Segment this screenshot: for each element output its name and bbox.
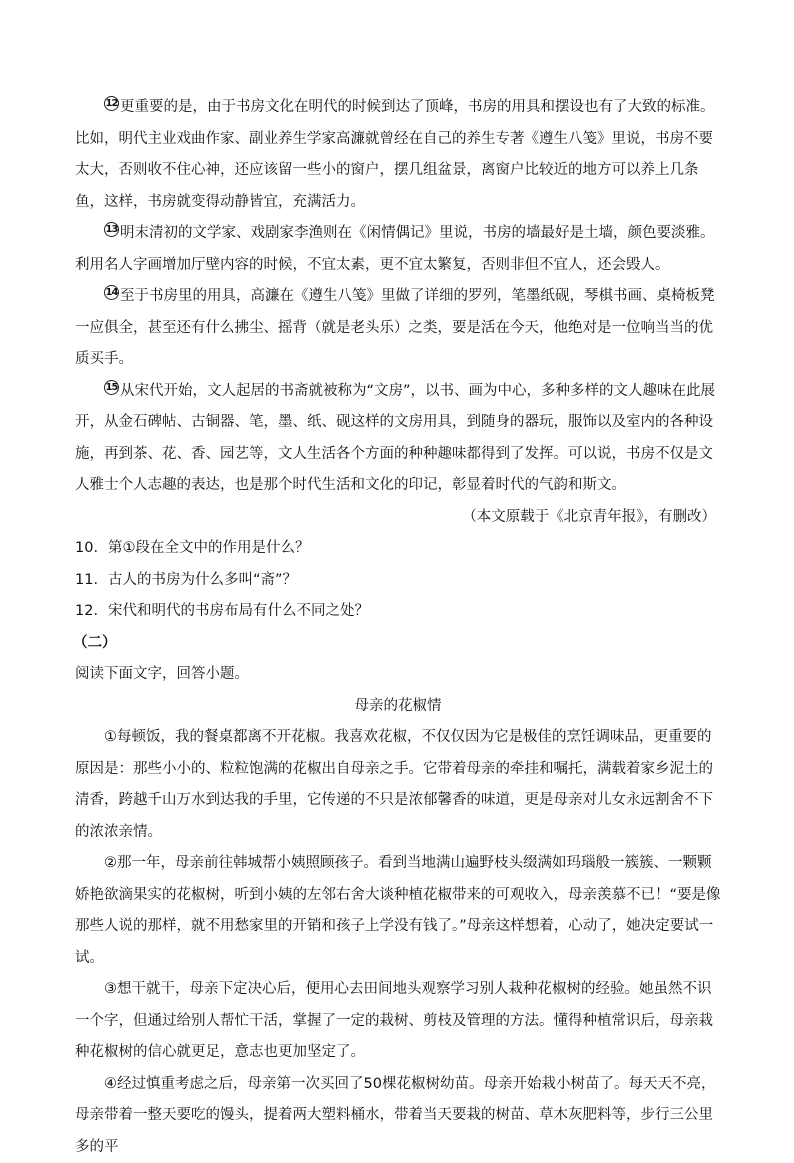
paragraph-number: 12: [104, 96, 119, 111]
source-note: （本文原载于《北京青年报》，有删改）: [75, 502, 721, 534]
document-body: [75, 92, 721, 1163]
paragraph-text: 明末清初的文学家、戏剧家李渔则在《闲情偶记》里说，书房的墙最好是土墙，颜色要淡雅。利用名人字画增加厅壁内容的时候，不宜太素，更不宜太繁复，否则非但不宜人，还会毁人。: [75, 225, 715, 273]
paragraph-text: 更重要的是，由于书房文化在明代的时候到达了顶峰，书房的用具和摆设也有了大致的标准。比如，明代主业戏曲作家、副业养生学家高濂就曾经在自己的养生专著《遵生八笺》里说，书房不要太大，否则收不住心神，还应该留一些小的窗户，摆几组盆景，离窗户比较近的地方可以养上几条鱼，这样，书房就变得动静皆宜，充满活力。: [75, 99, 715, 210]
paragraph-number: 15: [104, 380, 119, 395]
reading-instruction: 阅读下面文字，回答小题。: [75, 659, 721, 691]
story-paragraph-1: ①每顿饭，我的餐桌都离不开花椒。我喜欢花椒，不仅仅因为它是极佳的烹饪调味品，更重要的原因是：那些小小的、粒粒饱满的花椒出自母亲之手。它带着母亲的牵挂和嘱托，满载着家乡泥土的清香，跨越千山万水到达我的手里，它传递的不只是浓郁馨香的味道，更是母亲对儿女永远割舍不下的浓浓亲情。: [75, 722, 721, 848]
story-paragraph-4: ④经过慎重考虑之后，母亲第一次买回了50棵花椒树幼苗。母亲开始栽小树苗了。每天天不亮，母亲带着一整天要吃的馒头，提着两大塑料桶水，带着当天要栽的树苗、草木灰肥料等，步行三公里多的平: [75, 1069, 721, 1163]
paragraph-number: 14: [104, 285, 119, 300]
question-10: 10．第①段在全文中的作用是什么？: [75, 533, 721, 565]
story-paragraph-3: ③想干就干，母亲下定决心后，便用心去田间地头观察学习别人栽种花椒树的经验。她虽然不识一个字，但通过给别人帮忙干活，掌握了一定的栽树、剪枝及管理的方法。懂得种植常识后，母亲栽种花椒树的信心就更足，意志也更加坚定了。: [75, 974, 721, 1069]
paragraph-number: 13: [104, 222, 119, 237]
paragraph-text: 从宋代开始，文人起居的书斋就被称为“文房”，以书、画为中心，多种多样的文人趣味在此展开，从金石碑帖、古铜器、笔，墨、纸、砚这样的文房用具，到随身的器玩，服饰以及室内的各种设施，再到茶、花、香、园艺等，文人生活各个方面的种种趣味都得到了发挥。可以说，书房不仅是文人雅士个人志趣的表达，也是那个时代生活和文化的印记，彰显着时代的气韵和斯文。: [75, 383, 715, 494]
paragraph-14: [75, 281, 721, 376]
paragraph-text: 至于书房里的用具，高濂在《遵生八笺》里做了详细的罗列，笔墨纸砚，琴棋书画、桌椅板凳一应俱全，甚至还有什么拂尘、摇背（就是老头乐）之类，要是活在今天，他绝对是一位响当当的优质买手。: [75, 288, 715, 367]
paragraph-12: [75, 92, 721, 218]
story-paragraph-2: ②那一年，母亲前往韩城帮小姨照顾孩子。看到当地满山遍野枝头缀满如玛瑙般一簇簇、一颗颗娇艳欲滴果实的花椒树，听到小姨的左邻右舍大谈种植花椒带来的可观收入，母亲羡慕不已！“要是像那些人说的那样，就不用愁家里的开销和孩子上学没有钱了。”母亲这样想着，心动了，她决定要试一试。: [75, 848, 721, 974]
paragraph-13: [75, 218, 721, 281]
paragraph-15: [75, 376, 721, 502]
section-label: （二）: [75, 628, 721, 660]
question-12: 12．宋代和明代的书房布局有什么不同之处？: [75, 596, 721, 628]
question-11: 11．古人的书房为什么多叫“斋”？: [75, 565, 721, 597]
story-title: 母亲的花椒情: [75, 691, 721, 723]
